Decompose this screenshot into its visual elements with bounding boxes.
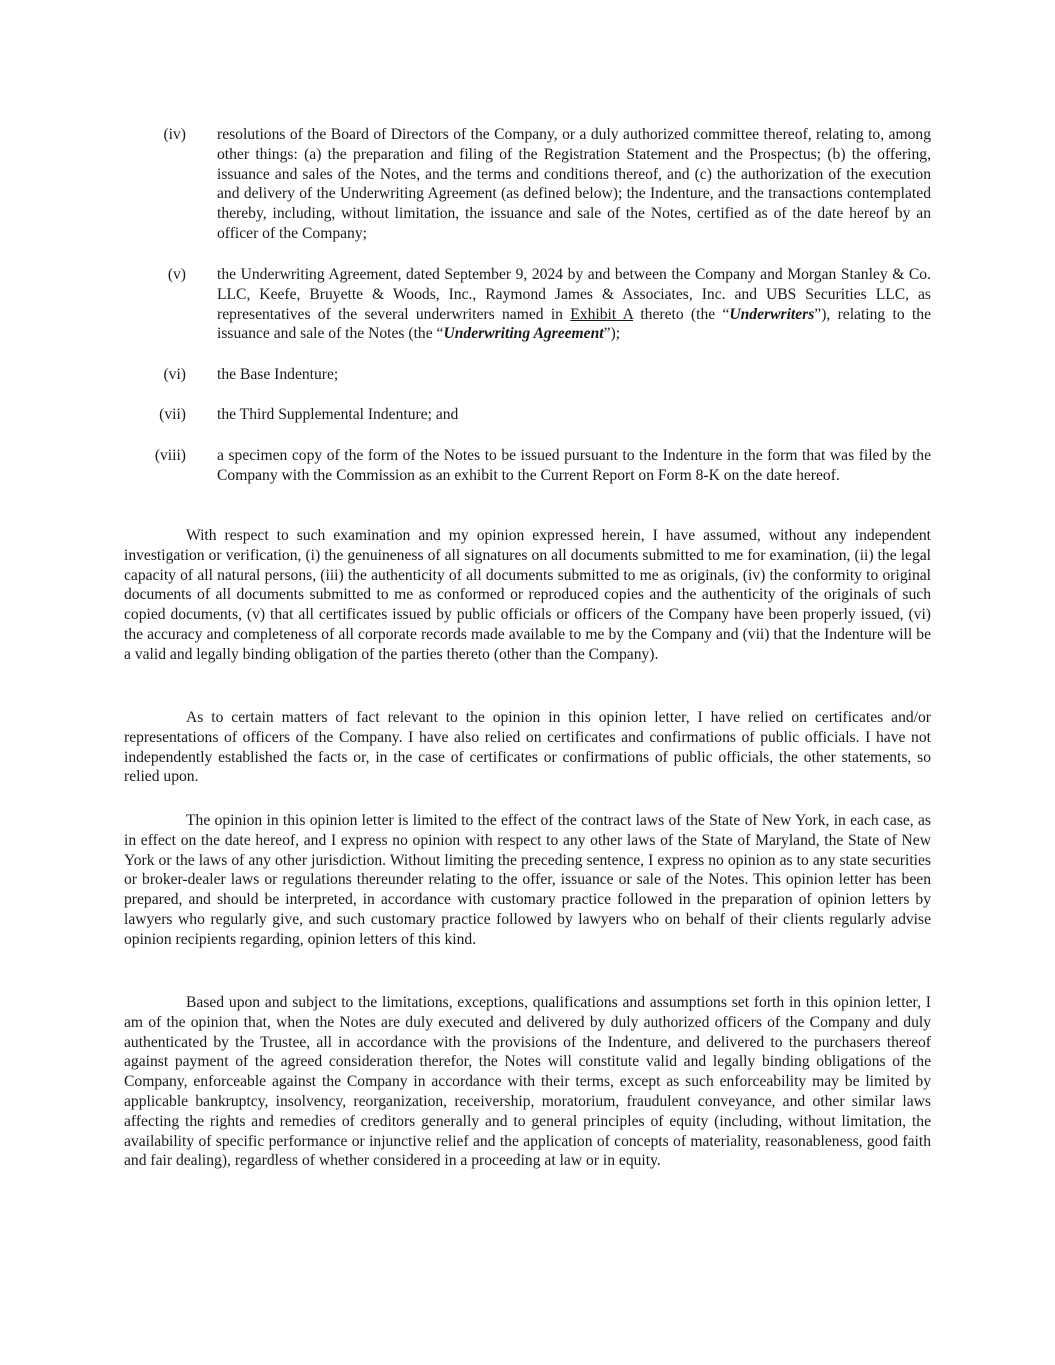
list-item-text: a specimen copy of the form of the Notes to be issued pursuant to the Indenture in the form that was filed by the Company with the Commission as an exhibit to the Current Report on Form 8-K on the date hereof. <box>217 447 931 484</box>
paragraph-assumptions: With respect to such examination and my opinion expressed herein, I have assumed, without any independent investigation or verification, (i) the genuineness of all signatures on all documents submitted to me for examination, (ii) the legal capacity of all natural persons, (iii) the authenticity of all documents submitted to me as originals, (iv) the conformity to original documents of all documents submitted to me as conformed or reproduced copies and the authenticity of the originals of such copied documents, (v) that all certificates issued by public officials or officers of the Company have been properly issued, (vi) the accuracy and completeness of all corporate records made available to me by the Company and (vii) that the Indenture will be a valid and legally binding obligation of the parties thereto (other than the Company). <box>124 527 931 663</box>
list-item-text: resolutions of the Board of Directors of the Company, or a duly authorized committee thereof, relating to, among other things: (a) the preparation and filing of the Registration Statement and the Prospectus; (b) the offering, issuance and sales of the Notes, and the terms and conditions thereof, and (c) the authorization of the execution and delivery of the Underwriting Agreement (as defined below); the Indenture, and the transactions contemplated thereby, including, without limitation, the issuance and sale of the Notes, certified as of the date hereof by an officer of the Company; <box>217 126 931 242</box>
list-item-number: (iv) <box>163 126 186 143</box>
list-item-number: (v) <box>167 266 186 283</box>
paragraph-reliance: As to certain matters of fact relevant to the opinion in this opinion letter, I have relied on certificates and/or representations of officers of the Company. I have also relied on certificates and confirmations of public officials. I have not independently established the facts or, in the case of certificates or confirmations of public officials, the other statements, so relied upon. <box>124 709 931 786</box>
list-item-text: the Third Supplemental Indenture; and <box>217 406 459 423</box>
list-item-number: (vii) <box>159 406 186 423</box>
list-item-text: the Base Indenture; <box>217 366 339 383</box>
paragraph-scope: The opinion in this opinion letter is limited to the effect of the contract laws of the State of New York, in each case, as in effect on the date hereof, and I express no opinion with respect to any other laws of the State of Maryland, the State of New York or the laws of any other jurisdiction. Without limiting the preceding sentence, I express no opinion as to any state securities or broker-dealer laws or regulations thereunder relating to the offer, issuance or sale of the Notes. This opinion letter has been prepared, and should be interpreted, in accordance with customary practice followed in the preparation of opinion letters by lawyers who regularly give, and such customary practice followed by lawyers who on behalf of their clients regularly advise opinion recipients regarding, opinion letters of this kind. <box>124 812 931 948</box>
paragraph-opinion: Based upon and subject to the limitations, exceptions, qualifications and assumptions set forth in this opinion letter, I am of the opinion that, when the Notes are duly executed and delivered by duly authorized officers of the Company and duly authenticated by the Trustee, all in accordance with the provisions of the Indenture, and delivered to the purchasers thereof against payment of the agreed consideration therefor, the Notes will constitute valid and legally binding obligations of the Company, enforceable against the Company in accordance with their terms, except as such enforceability may be limited by applicable bankruptcy, insolvency, reorganization, receivership, moratorium, fraudulent conveyance, and other similar laws affecting the rights and remedies of creditors generally and to general principles of equity (including, without limitation, the availability of specific performance or injunctive relief and the application of concepts of materiality, reasonableness, good faith and fair dealing), regardless of whether considered in a proceeding at law or in equity. <box>124 994 931 1170</box>
list-item-number: (viii) <box>154 447 186 464</box>
defined-term-underwriters: Underwriters <box>729 305 815 323</box>
list-item-text: the Underwriting Agreement, dated September 9, 2024 by and between the Company and Morgan Stanley & Co. LLC, Keefe, Bruyette & Woods, Inc., Raymond James & Associates, Inc. and UBS Securities LLC, as representatives of the several underwriters named in Exhibit A thereto (the “Underwriters”), relating to the issuance and sale of the Notes (the “Underwriting Agreement”); <box>217 266 931 343</box>
defined-term-underwriting-agreement: Underwriting Agreement <box>443 325 604 343</box>
list-item-number: (vi) <box>163 366 186 383</box>
exhibit-a-link: Exhibit A <box>570 305 634 323</box>
